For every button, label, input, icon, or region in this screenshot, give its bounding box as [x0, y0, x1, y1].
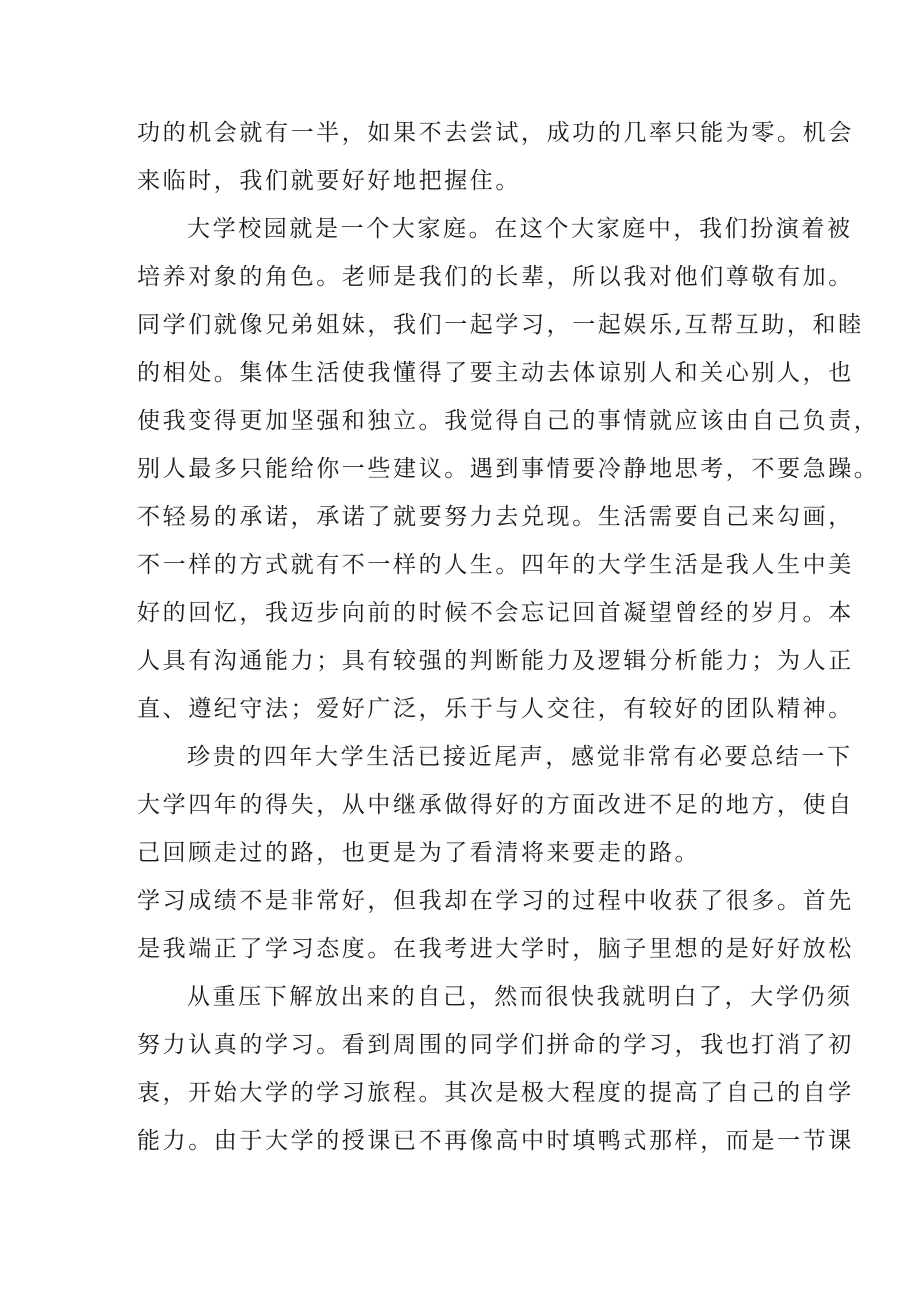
text-line: 能力。由于大学的授课已不再像高中时填鸭式那样，而是一节课 [137, 1128, 854, 1154]
text-line: 人具有沟通能力；具有较强的判断能力及逻辑分析能力；为人正 [137, 648, 854, 674]
text-line: 不一样的方式就有不一样的人生。四年的大学生活是我人生中美 [137, 552, 854, 578]
text-line: 不轻易的承诺，承诺了就要努力去兑现。生活需要自己来勾画， [137, 504, 854, 530]
text-line: 功的机会就有一半，如果不去尝试，成功的几率只能为零。机会 [137, 120, 854, 146]
text-line: 学习成绩不是非常好，但我却在学习的过程中收获了很多。首先 [137, 888, 854, 914]
text-line: 同学们就像兄弟姐妹，我们一起学习，一起娱乐,互帮互助，和睦 [137, 312, 864, 338]
paragraph-start-line: 珍贵的四年大学生活已接近尾声，感觉非常有必要总结一下 [187, 744, 853, 770]
text-line: 来临时，我们就要好好地把握住。 [137, 168, 521, 194]
paragraph-start-line: 大学校园就是一个大家庭。在这个大家庭中，我们扮演着被 [187, 216, 853, 242]
text-line: 大学四年的得失，从中继承做得好的方面改进不足的地方，使自 [137, 792, 854, 818]
text-line: 的相处。集体生活使我懂得了要主动去体谅别人和关心别人，也 [137, 360, 854, 386]
text-line: 努力认真的学习。看到周围的同学们拼命的学习，我也打消了初 [137, 1032, 854, 1058]
text-line: 别人最多只能给你一些建议。遇到事情要冷静地思考，不要急躁。 [137, 456, 880, 482]
paragraph-start-line: 从重压下解放出来的自己，然而很快我就明白了，大学仍须 [187, 984, 853, 1010]
text-line: 是我端正了学习态度。在我考进大学时，脑子里想的是好好放松 [137, 936, 854, 962]
text-line: 衷，开始大学的学习旅程。其次是极大程度的提高了自己的自学 [137, 1080, 854, 1106]
text-line: 直、遵纪守法；爱好广泛，乐于与人交往，有较好的团队精神。 [137, 696, 854, 722]
text-line: 好的回忆，我迈步向前的时候不会忘记回首凝望曾经的岁月。本 [137, 600, 854, 626]
text-line: 己回顾走过的路，也更是为了看清将来要走的路。 [137, 840, 701, 866]
text-line: 使我变得更加坚强和独立。我觉得自己的事情就应该由自己负责， [137, 408, 880, 434]
text-line: 培养对象的角色。老师是我们的长辈，所以我对他们尊敬有加。 [137, 264, 854, 290]
